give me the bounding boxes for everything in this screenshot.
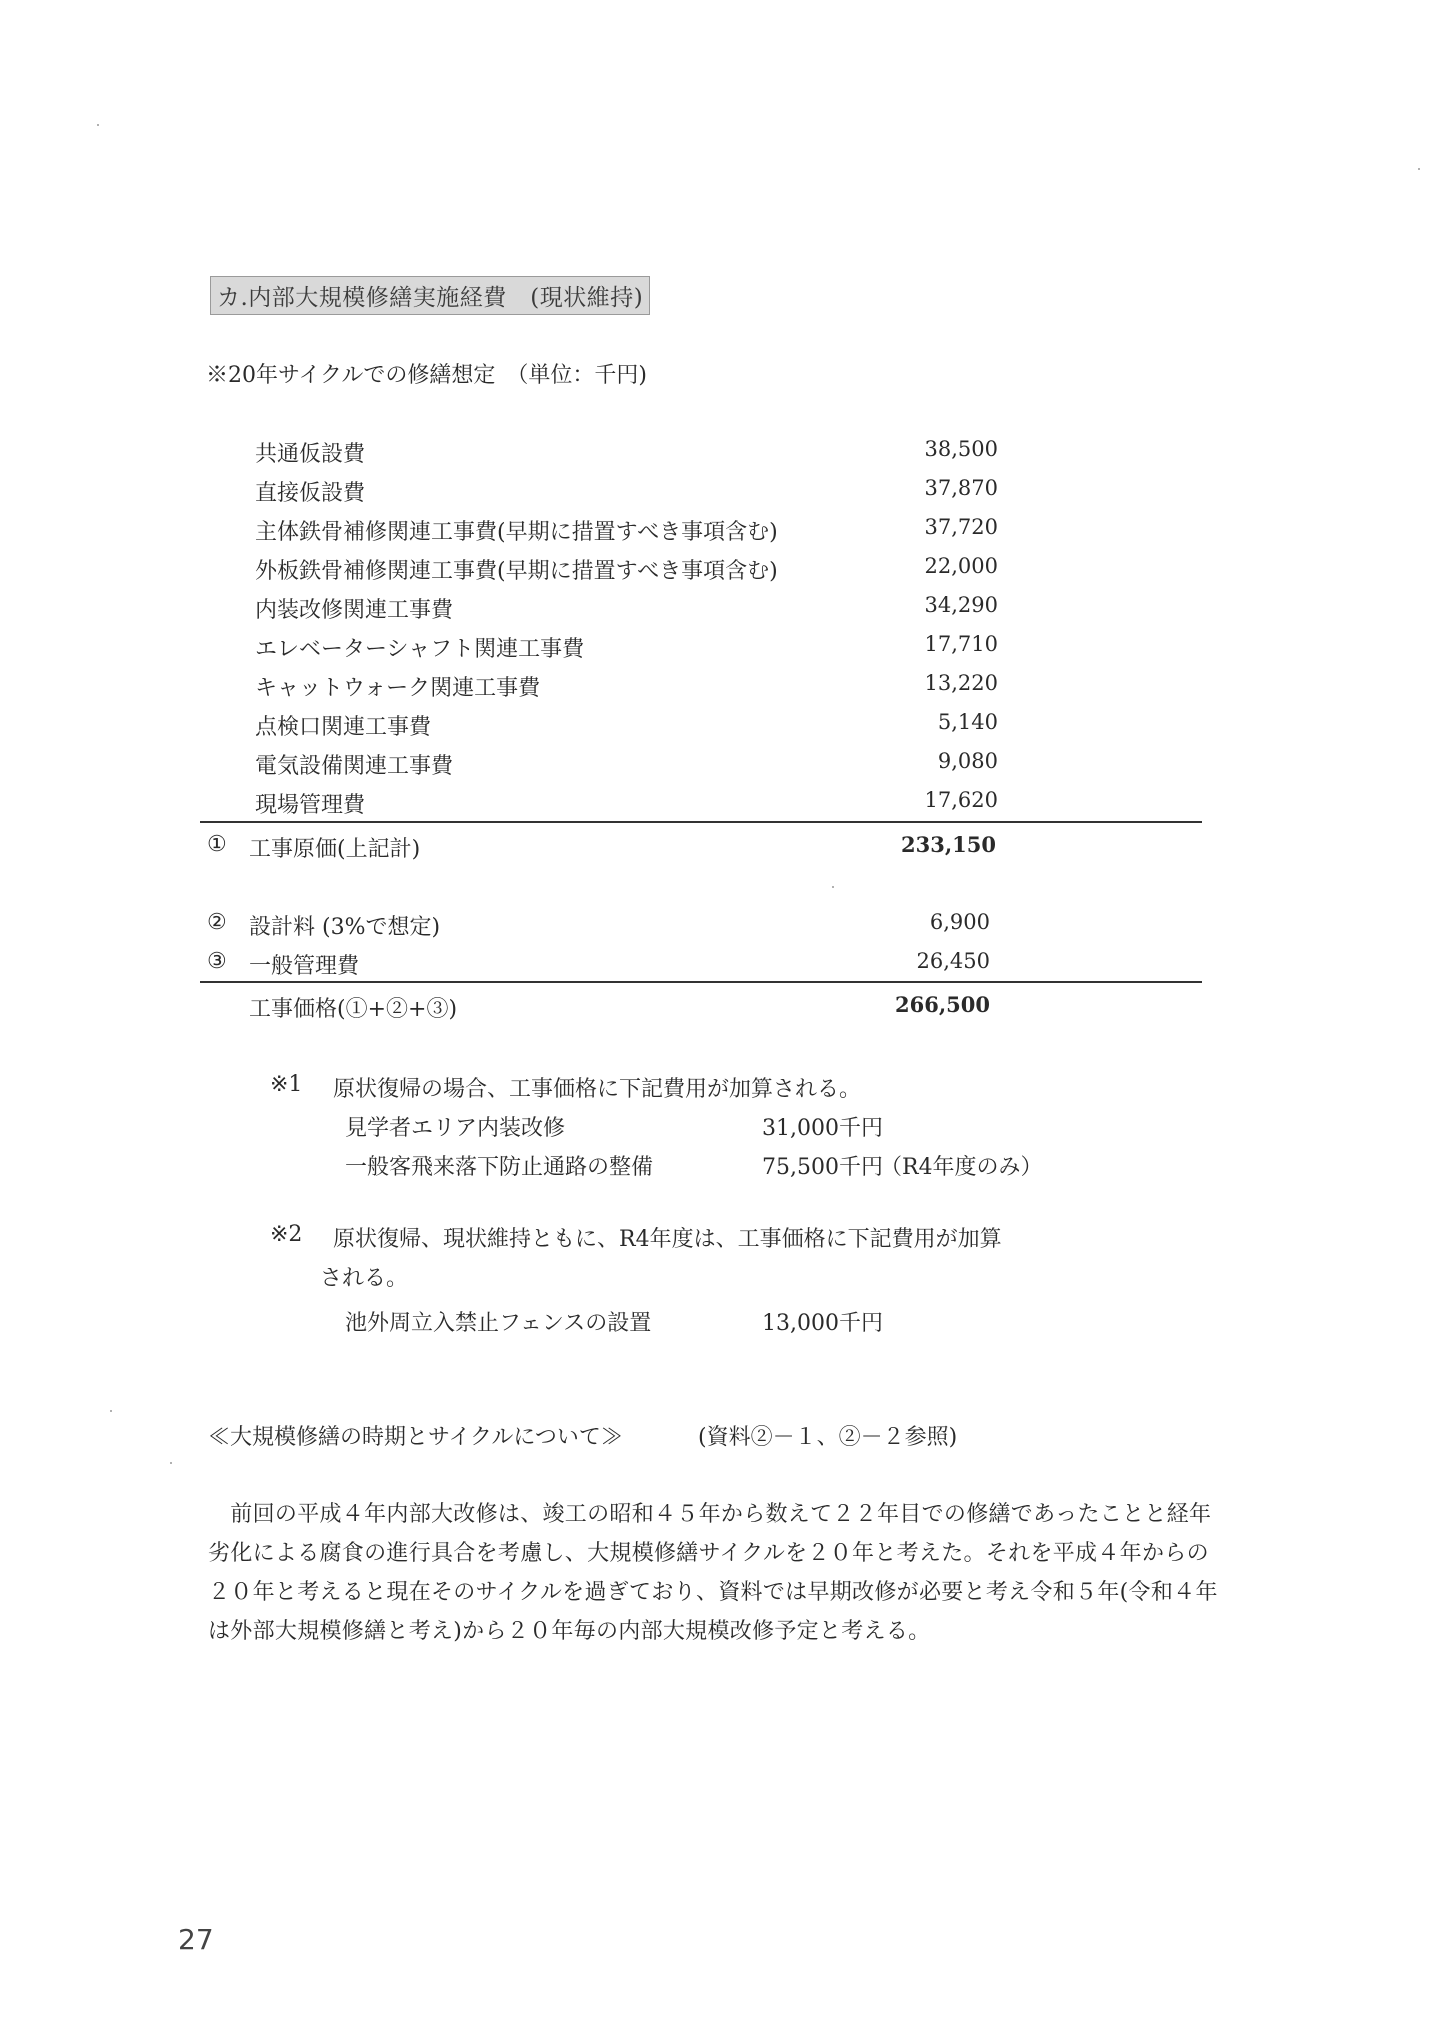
cost-item-label: 主体鉄骨補修関連工事費(早期に措置すべき事項含む) — [255, 520, 778, 545]
note-1-item-value: 31,000千円 — [762, 1116, 883, 1141]
design-fee-label: 設計料 (3%で想定) — [249, 915, 441, 940]
cost-item-label: 共通仮設費 — [255, 442, 366, 467]
cost-item-value: 38,500 — [924, 437, 998, 461]
cost-item-label: エレベーターシャフト関連工事費 — [255, 637, 585, 662]
note-1-item-extra: （R4年度のみ） — [880, 1155, 1043, 1180]
note-2-item-value: 13,000千円 — [762, 1311, 883, 1336]
section-2-reference: (資料②－１、②－２参照) — [698, 1425, 958, 1450]
subtotal-marker: ① — [207, 832, 227, 857]
cost-table — [0, 0, 1440, 1020]
cost-item-value: 9,080 — [937, 749, 998, 773]
page-number: 27 — [178, 1923, 214, 1956]
cost-item-value: 13,220 — [924, 671, 998, 695]
cost-item-label: 点検口関連工事費 — [255, 715, 432, 740]
total-divider — [200, 981, 1202, 983]
cost-item-value: 37,870 — [924, 476, 998, 500]
subtotal-value: 233,150 — [901, 832, 996, 857]
subtotal-label: 工事原価(上記計) — [249, 837, 421, 862]
scan-speck — [832, 886, 834, 888]
cost-item-value: 17,710 — [924, 632, 998, 656]
note-2-item-label: 池外周立入禁止フェンスの設置 — [345, 1311, 652, 1336]
note-1-item-label: 見学者エリア内装改修 — [345, 1116, 566, 1141]
scan-speck — [97, 124, 99, 126]
note-2-text: 原状復帰、現状維持ともに、R4年度は、工事価格に下記費用が加算 — [333, 1227, 1002, 1252]
section-heading: カ.内部大規模修繕実施経費 (現状維持) — [210, 276, 650, 315]
note-1-text: 原状復帰の場合、工事価格に下記費用が加算される。 — [333, 1077, 862, 1102]
cost-item-label: 外板鉄骨補修関連工事費(早期に措置すべき事項含む) — [255, 559, 778, 584]
scan-speck — [1418, 168, 1420, 170]
scan-speck — [110, 1410, 112, 1412]
cost-item-value: 37,720 — [924, 515, 998, 539]
general-admin-marker: ③ — [207, 949, 227, 974]
cost-item-value: 5,140 — [937, 710, 998, 734]
cost-item-label: 現場管理費 — [255, 793, 366, 818]
note-2 — [0, 1210, 1440, 1340]
scan-speck — [170, 1462, 172, 1464]
total-value: 266,500 — [895, 992, 990, 1017]
general-admin-value: 26,450 — [916, 949, 990, 973]
general-admin-label: 一般管理費 — [249, 954, 360, 979]
cost-item-value: 22,000 — [924, 554, 998, 578]
note-2-text-continued: される。 — [320, 1266, 409, 1291]
note-2-mark: ※2 — [270, 1222, 303, 1247]
total-label: 工事価格(①+②+③) — [249, 997, 458, 1022]
note-1-item-label: 一般客飛来落下防止通路の整備 — [345, 1155, 654, 1180]
cost-item-label: 電気設備関連工事費 — [255, 754, 454, 779]
cost-item-label: 直接仮設費 — [255, 481, 366, 506]
cost-item-value: 34,290 — [924, 593, 998, 617]
note-1 — [0, 1060, 1440, 1190]
section-2-title: ≪大規模修繕の時期とサイクルについて≫ — [208, 1425, 623, 1450]
assumption-note: ※20年サイクルでの修繕想定 （単位：千円) — [206, 363, 647, 388]
note-1-mark: ※1 — [270, 1072, 303, 1097]
section-2-paragraph: 前回の平成４年内部大改修は、竣工の昭和４５年から数えて２２年目での修繕であったことと経年劣化による腐食の進行具合を考慮し、大規模修繕サイクルを２０年と考えた。それを平成４年からの２０年と考えると現在そのサイクルを過ぎており、資料では早期改修が必要と考え令和５年(令和４年は外部大規模修繕と考え)から２０年毎の内部大規模改修予定と考える。 — [208, 1502, 1218, 1644]
fees-table — [0, 900, 1440, 1030]
note-1-item-value: 75,500千円 — [762, 1155, 883, 1180]
cost-item-value: 17,620 — [924, 788, 998, 812]
cost-item-label: 内装改修関連工事費 — [255, 598, 454, 623]
design-fee-marker: ② — [207, 910, 227, 935]
design-fee-value: 6,900 — [929, 910, 990, 934]
subtotal-divider — [200, 821, 1202, 823]
cost-item-label: キャットウォーク関連工事費 — [255, 676, 541, 701]
